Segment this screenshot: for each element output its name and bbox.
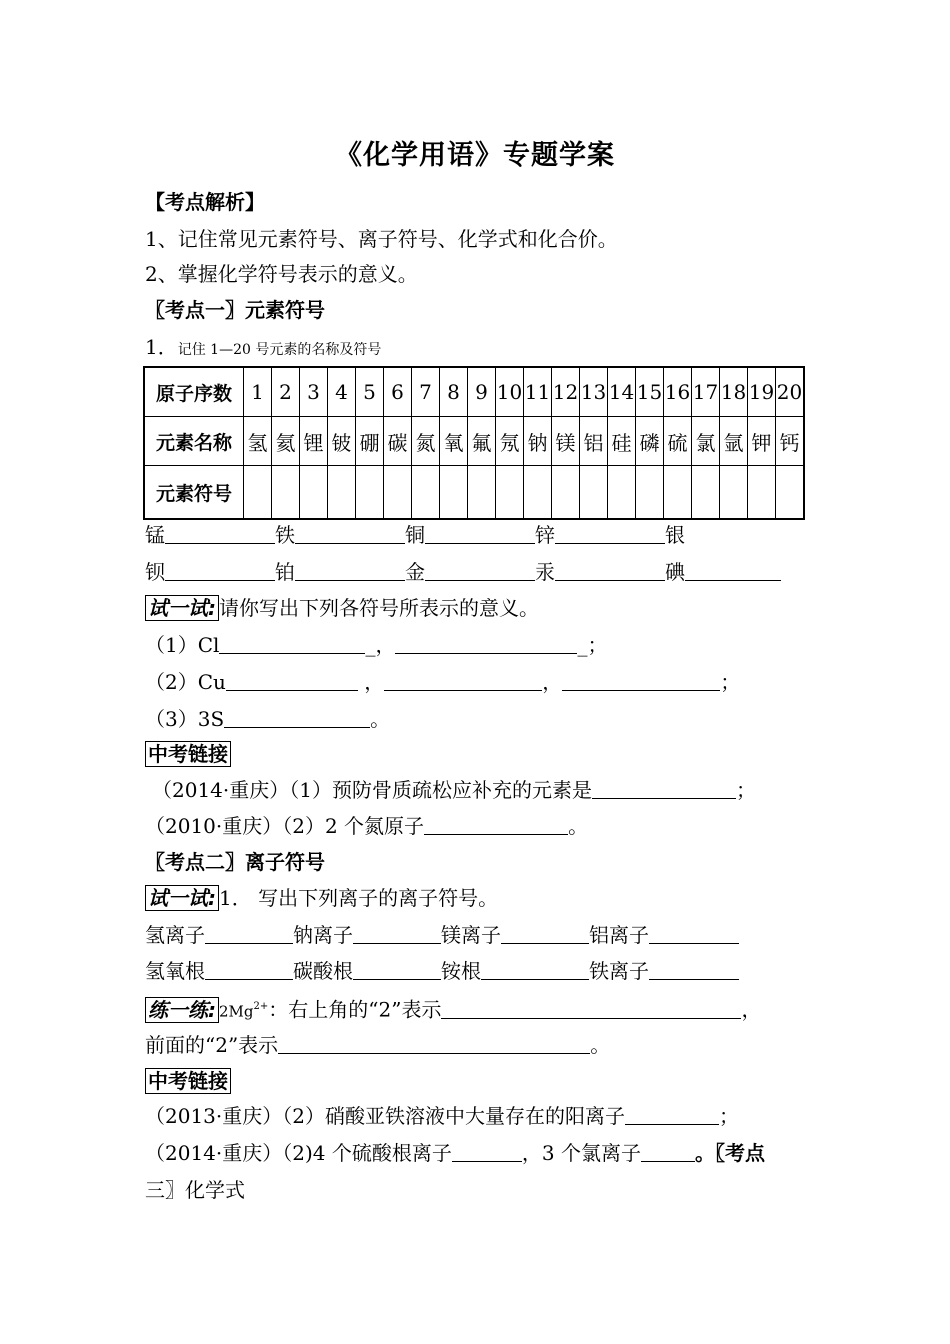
symbol-input-cell[interactable]	[468, 466, 496, 520]
atomic-number-cell: 10	[496, 367, 524, 417]
answer-blank[interactable]	[425, 525, 535, 544]
answer-blank[interactable]	[555, 562, 665, 581]
row-label-element-symbol: 元素符号	[144, 466, 244, 520]
semicolon: ；	[718, 1104, 739, 1128]
page-title: 《化学用语》专题学案	[335, 140, 615, 171]
element-name-cell: 氩	[720, 417, 748, 466]
practice-line-1	[145, 993, 761, 1026]
symbol-input-cell[interactable]	[244, 466, 272, 520]
atomic-number-cell: 3	[300, 367, 328, 417]
atomic-number-cell: 6	[384, 367, 412, 417]
element-name-cell: 钙	[776, 417, 805, 466]
question-label: （3）3S	[145, 707, 225, 731]
try1-q1	[145, 631, 607, 659]
symbol-input-cell[interactable]	[720, 466, 748, 520]
element-name-cell: 氢	[244, 417, 272, 466]
symbol-input-cell[interactable]	[272, 466, 300, 520]
period: 。	[590, 1033, 611, 1057]
try1-q2	[145, 668, 740, 696]
row-label-atomic-number: 原子序数	[144, 367, 244, 417]
answer-blank[interactable]	[685, 562, 781, 581]
analysis-item-2: 2、掌握化学符号表示的意义。	[145, 262, 418, 286]
atomic-number-cell: 12	[552, 367, 580, 417]
answer-blank[interactable]	[205, 961, 293, 980]
atomic-number-cell: 7	[412, 367, 440, 417]
element-label: 铜	[405, 523, 425, 547]
answer-blank[interactable]	[384, 672, 542, 691]
semicolon: ；	[735, 778, 756, 802]
link1-label: 中考链接	[145, 741, 231, 767]
link1-line	[145, 740, 231, 768]
symbol-input-cell[interactable]	[776, 466, 805, 520]
symbol-input-cell[interactable]	[552, 466, 580, 520]
semicolon: ；	[720, 670, 741, 694]
atomic-number-cell: 9	[468, 367, 496, 417]
symbol-input-cell[interactable]	[524, 466, 552, 520]
answer-blank[interactable]	[441, 1000, 741, 1019]
ion-formula: 2Mg	[219, 1002, 254, 1021]
element-label: 金	[405, 560, 425, 584]
atomic-number-cell: 18	[720, 367, 748, 417]
element-name-cell: 钠	[524, 417, 552, 466]
atomic-number-cell: 20	[776, 367, 805, 417]
section1-sub-num: 1．	[145, 335, 178, 359]
element-name-cell: 铍	[328, 417, 356, 466]
element-name-cell: 硫	[664, 417, 692, 466]
answer-blank[interactable]	[165, 525, 275, 544]
symbol-input-cell[interactable]	[412, 466, 440, 520]
atomic-number-cell: 1	[244, 367, 272, 417]
element-label: 铂	[275, 560, 295, 584]
answer-blank[interactable]	[224, 709, 370, 728]
try1-q3	[145, 705, 390, 733]
element-name-cell: 氯	[692, 417, 720, 466]
answer-blank[interactable]	[555, 525, 665, 544]
element-table	[143, 366, 805, 520]
question-text: （2014·重庆）（1）预防骨质疏松应补充的元素是	[152, 778, 592, 802]
ions-row-1	[145, 921, 739, 949]
ion-label: 碳酸根	[293, 959, 353, 983]
atomic-number-cell: 4	[328, 367, 356, 417]
link2-q1	[145, 1102, 739, 1130]
section3-heading-text: 三〗化学式	[145, 1178, 245, 1202]
symbol-input-cell[interactable]	[384, 466, 412, 520]
period: 。	[568, 814, 589, 838]
ion-label: 钠离子	[293, 923, 353, 947]
element-label: 碘	[665, 560, 685, 584]
element-name-cell: 锂	[300, 417, 328, 466]
try1-text: 请你写出下列各符号所表示的意义。	[219, 596, 539, 620]
question-label: （1）Cl	[145, 633, 220, 657]
period: 。	[370, 707, 391, 731]
element-label: 锰	[145, 523, 165, 547]
ion-label: 氢离子	[145, 923, 205, 947]
element-name-cell: 氦	[272, 417, 300, 466]
answer-blank[interactable]	[424, 816, 568, 835]
atomic-number-cell: 15	[636, 367, 664, 417]
extra-elements-row-1	[145, 521, 685, 549]
symbol-input-cell[interactable]	[664, 466, 692, 520]
element-label: 锌	[535, 523, 555, 547]
ion-label: 镁离子	[441, 923, 501, 947]
section1-sub-text: 记住 1—20 号元素的名称及符号	[177, 342, 382, 358]
symbol-input-cell[interactable]	[328, 466, 356, 520]
section1-subtitle	[145, 333, 381, 364]
answer-blank[interactable]	[219, 635, 365, 654]
practice-text: ：右上角的“2”表示	[268, 997, 442, 1022]
element-label: 铁	[275, 523, 295, 547]
section3-heading-start: 。〖考点	[694, 1141, 765, 1165]
try1-label: 试一试:	[145, 595, 219, 621]
atomic-number-cell: 17	[692, 367, 720, 417]
underscore-mark: _	[365, 633, 376, 657]
symbol-input-cell[interactable]	[496, 466, 524, 520]
row-label-element-name: 元素名称	[144, 417, 244, 466]
practice-label: 练一练:	[145, 997, 219, 1023]
comma: ，	[364, 670, 385, 694]
section3-heading-end	[145, 1176, 245, 1204]
element-name-cell: 碳	[384, 417, 412, 466]
element-name-cell: 镁	[552, 417, 580, 466]
element-name-cell: 氖	[496, 417, 524, 466]
element-name-cell: 氮	[412, 417, 440, 466]
answer-blank[interactable]	[226, 672, 358, 691]
ion-charge: 2+	[253, 1001, 269, 1012]
question-text: （2013·重庆）（2）硝酸亚铁溶液中大量存在的阳离子	[145, 1104, 625, 1128]
practice-text: 前面的“2”表示	[145, 1033, 279, 1057]
answer-blank[interactable]	[592, 780, 736, 799]
element-label: 钡	[145, 560, 165, 584]
link1-q2	[145, 812, 588, 840]
question-text: （2014·重庆）（2)4 个硫酸根离子	[145, 1141, 452, 1165]
section2-try-text: 1． 写出下列离子的离子符号。	[219, 886, 499, 910]
answer-blank[interactable]	[649, 961, 739, 980]
answer-blank[interactable]	[278, 1035, 590, 1054]
practice-line-2	[145, 1031, 610, 1059]
symbol-input-cell[interactable]	[300, 466, 328, 520]
comma: ，	[375, 633, 396, 657]
symbol-input-cell[interactable]	[356, 466, 384, 520]
atomic-number-cell: 14	[608, 367, 636, 417]
table-row-names	[144, 417, 804, 466]
atomic-number-cell: 13	[580, 367, 608, 417]
answer-blank[interactable]	[295, 525, 405, 544]
question-text: （2010·重庆）（2）2 个氮原子	[145, 814, 425, 838]
atomic-number-cell: 2	[272, 367, 300, 417]
section1-heading: 〖考点一〗元素符号	[145, 298, 325, 322]
element-name-cell: 硅	[608, 417, 636, 466]
symbol-input-cell[interactable]	[440, 466, 468, 520]
element-name-cell: 磷	[636, 417, 664, 466]
ion-label: 铝离子	[589, 923, 649, 947]
table-row-numbers	[144, 367, 804, 417]
element-name-cell: 氧	[440, 417, 468, 466]
link2-line	[145, 1067, 231, 1095]
atomic-number-cell: 5	[356, 367, 384, 417]
element-name-cell: 硼	[356, 417, 384, 466]
answer-blank[interactable]	[501, 925, 589, 944]
answer-blank[interactable]	[295, 562, 405, 581]
answer-blank[interactable]	[562, 672, 720, 691]
try1-line	[145, 594, 539, 622]
answer-blank[interactable]	[165, 562, 275, 581]
answer-blank[interactable]	[353, 961, 441, 980]
ions-row-2	[145, 957, 739, 985]
ion-label: 铁离子	[589, 959, 649, 983]
answer-blank[interactable]	[625, 1106, 719, 1125]
link2-q2	[145, 1139, 765, 1167]
element-name-cell: 铝	[580, 417, 608, 466]
link2-label: 中考链接	[145, 1068, 231, 1094]
underscore-mark: _	[577, 633, 588, 657]
question-text: ，3 个氯离子	[521, 1141, 641, 1165]
comma: ，	[741, 997, 762, 1022]
atomic-number-cell: 8	[440, 367, 468, 417]
answer-blank[interactable]	[395, 635, 577, 654]
link1-q1	[152, 776, 756, 804]
analysis-item-1: 1、记住常见元素符号、离子符号、化学式和化合价。	[145, 227, 618, 251]
analysis-heading: 【考点解析】	[145, 190, 265, 214]
symbol-input-cell[interactable]	[692, 466, 720, 520]
section2-heading: 〖考点二〗离子符号	[145, 850, 325, 874]
element-name-cell: 氟	[468, 417, 496, 466]
answer-blank[interactable]	[481, 961, 589, 980]
comma: ，	[542, 670, 563, 694]
semicolon: ；	[587, 633, 608, 657]
answer-blank[interactable]	[205, 925, 293, 944]
symbol-input-cell[interactable]	[636, 466, 664, 520]
section2-try-label: 试一试:	[145, 885, 219, 911]
table-row-symbols	[144, 466, 804, 520]
atomic-number-cell: 16	[664, 367, 692, 417]
ion-label: 铵根	[441, 959, 481, 983]
element-label: 汞	[535, 560, 555, 584]
atomic-number-cell: 11	[524, 367, 552, 417]
symbol-input-cell[interactable]	[748, 466, 776, 520]
answer-blank[interactable]	[452, 1143, 522, 1162]
answer-blank[interactable]	[649, 925, 739, 944]
symbol-input-cell[interactable]	[580, 466, 608, 520]
question-label: （2）Cu	[145, 670, 226, 694]
answer-blank[interactable]	[641, 1143, 695, 1162]
symbol-input-cell[interactable]	[608, 466, 636, 520]
ion-label: 氢氧根	[145, 959, 205, 983]
atomic-number-cell: 19	[748, 367, 776, 417]
answer-blank[interactable]	[353, 925, 441, 944]
answer-blank[interactable]	[425, 562, 535, 581]
section2-try-line	[145, 884, 498, 912]
extra-elements-row-2	[145, 558, 781, 586]
element-name-cell: 钾	[748, 417, 776, 466]
element-label: 银	[665, 523, 685, 547]
